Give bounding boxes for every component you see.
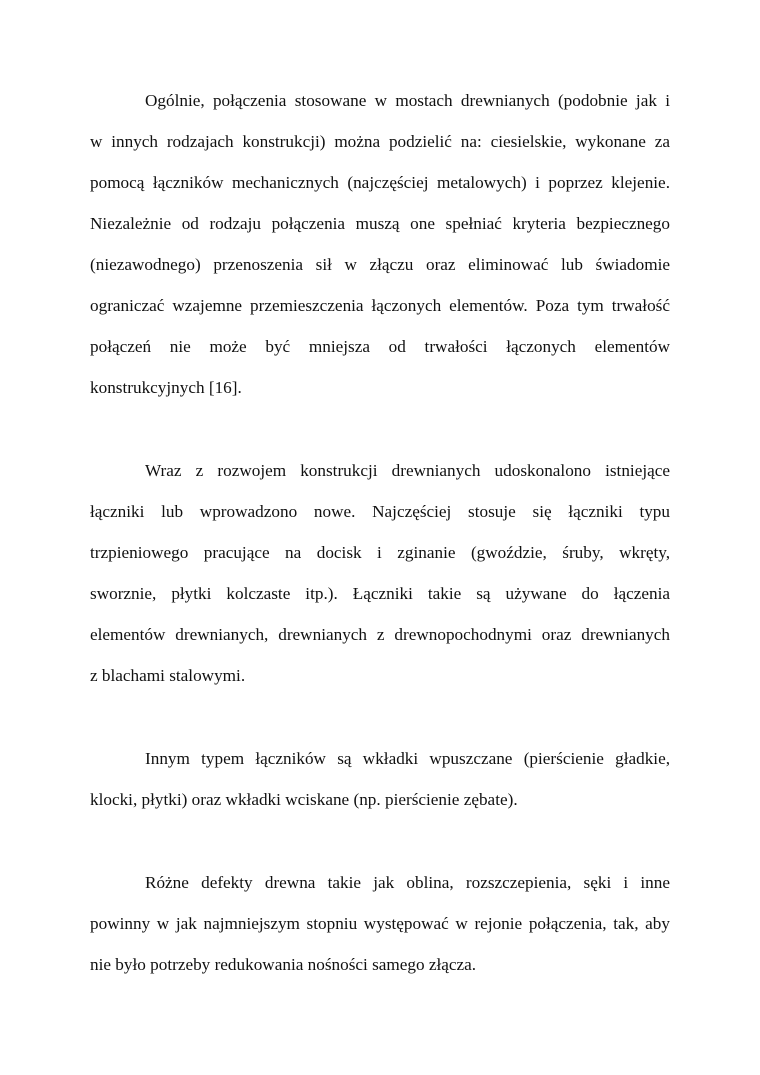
text-line: sworznie, płytki kolczaste itp.). Łączniki takie są używane do łączenia	[90, 584, 670, 603]
text-line: z blachami stalowymi.	[90, 666, 246, 685]
text-line: klocki, płytki) oraz wkładki wciskane (np. pierścienie zębate).	[90, 790, 518, 809]
text-line: konstrukcyjnych [16].	[90, 378, 242, 397]
text-line: powinny w jak najmniejszym stopniu występować w rejonie połączenia, tak, aby	[90, 914, 670, 933]
text-line: Niezależnie od rodzaju połączenia muszą one spełniać kryteria bezpiecznego	[90, 214, 670, 233]
text-line: w innych rodzajach konstrukcji) można podzielić na: ciesielskie, wykonane za	[90, 132, 670, 151]
text-line: elementów drewnianych, drewnianych z drewnopochodnymi oraz drewnianych	[90, 625, 670, 644]
text-line: Różne defekty drewna takie jak oblina, rozszczepienia, sęki i inne	[145, 873, 670, 892]
text-line: Ogólnie, połączenia stosowane w mostach drewnianych (podobnie jak i	[145, 91, 670, 110]
text-line: połączeń nie może być mniejsza od trwałości łączonych elementów	[90, 337, 670, 356]
text-line: ograniczać wzajemne przemieszczenia łączonych elementów. Poza tym trwałość	[90, 296, 670, 315]
text-line: pomocą łączników mechanicznych (najczęściej metalowych) i poprzez klejenie.	[90, 173, 670, 192]
text-line: (niezawodnego) przenoszenia sił w złączu oraz eliminować lub świadomie	[90, 255, 670, 274]
text-line: Wraz z rozwojem konstrukcji drewnianych udoskonalono istniejące	[145, 461, 670, 480]
text-line: trzpieniowego pracujące na docisk i zginanie (gwoździe, śruby, wkręty,	[90, 543, 670, 562]
text-line: łączniki lub wprowadzono nowe. Najczęściej stosuje się łączniki typu	[90, 502, 670, 521]
text-line: nie było potrzeby redukowania nośności samego złącza.	[90, 955, 477, 974]
text-line: Innym typem łączników są wkładki wpuszczane (pierścienie gładkie,	[145, 749, 670, 768]
